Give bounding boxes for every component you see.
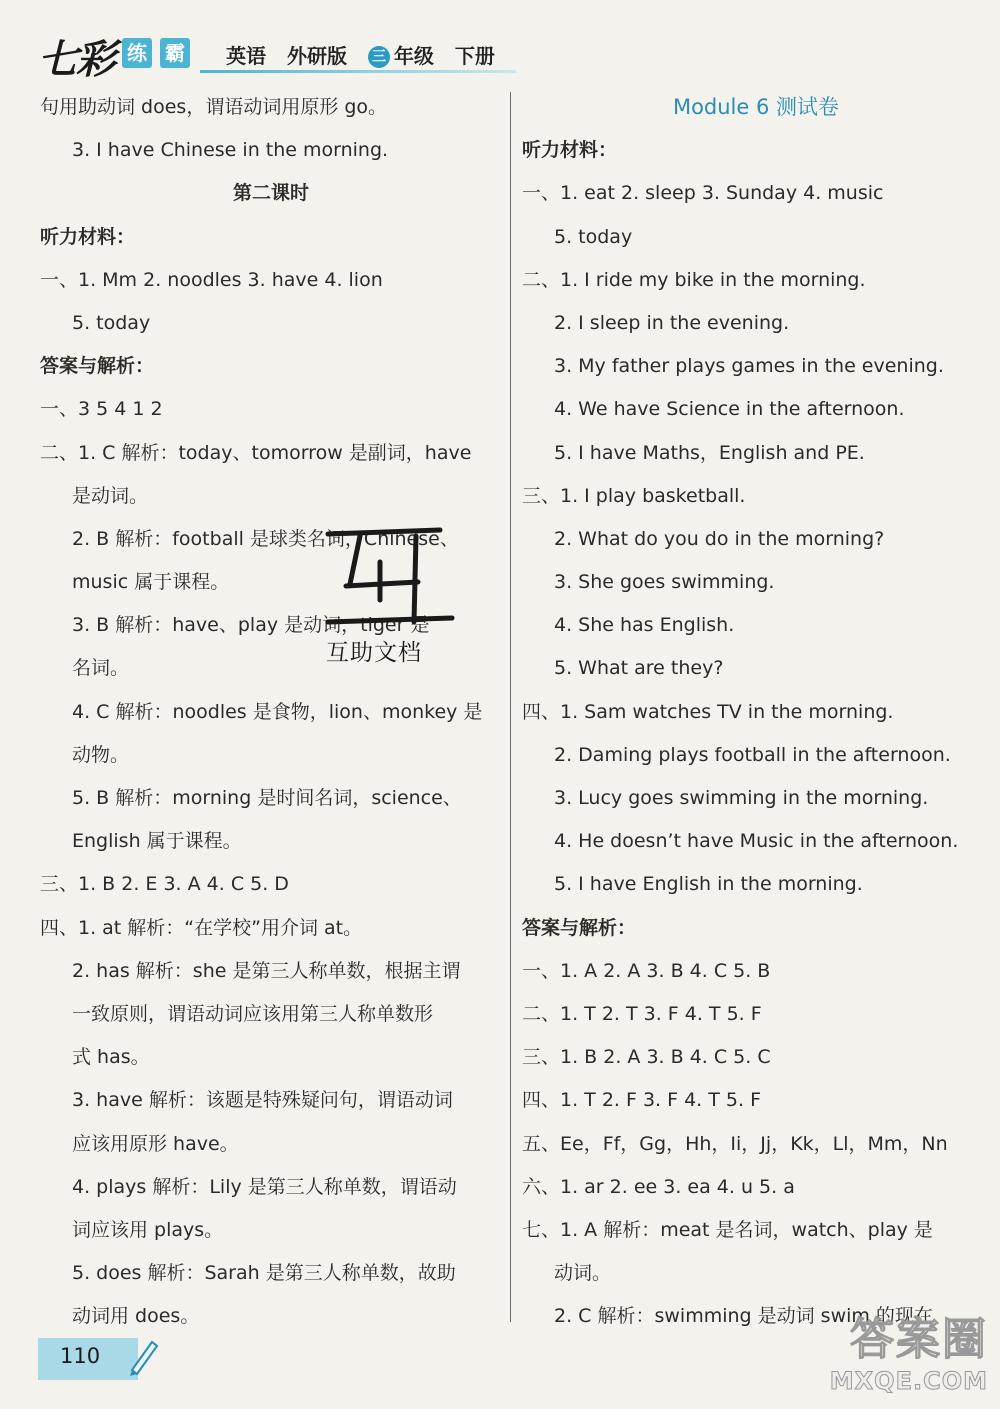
text-line: 4. plays 解析：Lily 是第三人称单数，谓语动 [72,1175,457,1198]
header-rule [200,70,516,73]
text-line: 词应该用 plays。 [72,1218,224,1241]
text-line: 二、1. I ride my bike in the morning. [522,268,866,291]
text-line: 三、1. B 2. E 3. A 4. C 5. D [40,873,289,896]
text-line: 2. C 解析：swimming 是动词 swim 的现在 [554,1305,933,1328]
text-line: 听力材料： [40,225,136,248]
text-line: 4. We have Science in the afternoon. [554,398,905,421]
text-line: 听力材料： [522,139,618,162]
text-line: 4. She has English. [554,614,735,637]
page-header [0,0,1000,88]
text-line: 5. I have Maths，English and PE. [554,441,865,464]
text-line: 四、1. at 解析：“在学校”用介词 at。 [40,916,363,939]
text-line: 五、Ee，Ff，Gg，Hh，Ii，Jj，Kk，Ll，Mm，Nn [522,1132,948,1155]
text-line: Module 6 测试卷 [672,95,840,119]
text-line: 六、1. ar 2. ee 3. ea 4. u 5. a [522,1175,795,1198]
book-info [226,40,509,69]
text-line: 二、1. T 2. T 3. F 4. T 5. F [522,1002,762,1025]
text-line: 动词。 [554,1262,612,1285]
text-line: 一、1. Mm 2. noodles 3. have 4. lion [40,268,383,291]
term-label: 下册 [454,44,495,68]
brand-logo-box-2: 霸 [160,38,190,68]
text-line: 3. I have Chinese in the morning. [72,139,389,162]
text-line: 一、3 5 4 1 2 [40,398,163,421]
text-line: 答案与解析： [522,916,637,939]
text-line: 一致原则，谓语动词应该用第三人称单数形 [72,1002,434,1025]
text-line: 二、1. C 解析：today、tomorrow 是副词，have [40,441,472,464]
text-line: 一、1. A 2. A 3. B 4. C 5. B [522,959,771,982]
text-line: 七、1. A 解析：meat 是名词，watch、play 是 [522,1218,933,1241]
text-line: 是动词。 [72,484,149,507]
text-line: English 属于课程。 [72,830,242,853]
text-line: music 属于课程。 [72,571,230,594]
text-line: 一、1. eat 2. sleep 3. Sunday 4. music [522,182,884,205]
text-line: 5. I have English in the morning. [554,873,863,896]
text-line: 四、1. T 2. F 3. F 4. T 5. F [522,1089,761,1112]
text-line: 第二课时 [232,182,309,205]
subject-label: 英语 [226,44,266,68]
text-line: 2. has 解析：she 是第三人称单数，根据主谓 [72,959,461,982]
left-column [40,86,502,1338]
text-line: 三、1. B 2. A 3. B 4. C 5. C [522,1046,771,1069]
text-line: 句用助动词 does，谓语动词用原形 go。 [40,96,388,118]
pencil-icon [124,1336,160,1376]
text-line: 5. does 解析：Sarah 是第三人称单数，故助 [72,1262,456,1285]
text-line: 4. He doesn’t have Music in the afternoon. [554,830,959,853]
text-line: 三、1. I play basketball. [522,484,746,507]
text-line: 3. have 解析：该题是特殊疑问句，谓语动词 [72,1089,453,1112]
watermark-url: MXQE.COM [829,1367,988,1395]
text-line: 3. B 解析：have、play 是动词，tiger 是 [72,614,430,637]
text-line: 3. She goes swimming. [554,571,775,594]
page-number: 110 [60,1344,101,1368]
text-line: 动词用 does。 [72,1305,200,1328]
text-line: 式 has。 [72,1046,150,1069]
stamp-text: 互助文档 [326,640,422,666]
text-line: 应该用原形 have。 [72,1132,239,1155]
text-line: 5. What are they? [554,657,724,680]
site-watermark [830,1303,988,1395]
column-divider [510,92,511,1322]
text-line: 2. I sleep in the evening. [554,311,790,334]
text-line: 2. B 解析：football 是球类名词，Chinese、 [72,527,459,550]
text-line: 5. B 解析：morning 是时间名词，science、 [72,787,462,809]
text-line: 答案与解析： [40,355,155,378]
brand-logo-box-1: 练 [122,38,152,68]
watermark-logo-text: 答案圈 [850,1314,988,1365]
text-line: 2. What do you do in the morning? [554,527,885,550]
right-column [522,86,990,1338]
text-line: 名词。 [72,657,130,680]
edition-label: 外研版 [286,44,347,68]
text-line: 5. today [72,311,151,334]
text-line: 3. My father plays games in the evening. [554,355,944,378]
text-line: 5. today [554,225,633,248]
brand-logo: 七彩 [38,36,114,83]
text-line: 4. C 解析：noodles 是食物，lion、monkey 是 [72,700,483,723]
text-line: 2. Daming plays football in the afternoon. [554,743,951,766]
grade-label: 年级 [393,44,434,68]
text-line: 四、1. Sam watches TV in the morning. [522,700,894,723]
grade-circle: 三 [368,46,390,68]
text-line: 3. Lucy goes swimming in the morning. [554,787,929,809]
text-line: 动物。 [72,743,130,766]
